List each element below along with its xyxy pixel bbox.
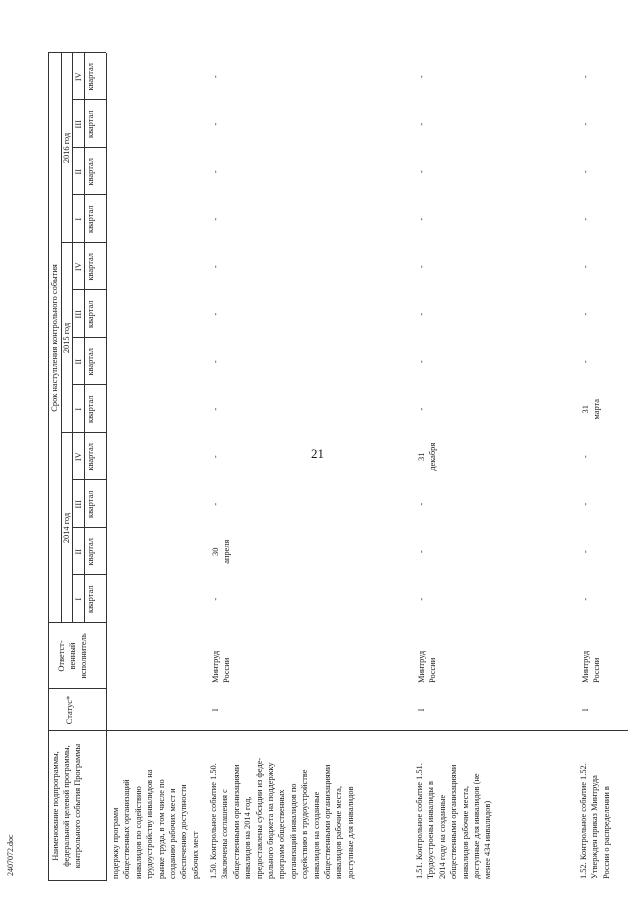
quarter-roman: II [74,358,83,365]
deadline-empty: - [211,265,220,269]
row-name-line: созданию рабочих мест и [168,788,177,879]
row-name-line: предоставлены субсидии из феде- [254,757,264,879]
year-header: 2015 год [62,322,71,354]
deadline-header: Срок наступления контрольного события [50,264,59,412]
name-left-rule [48,880,106,881]
deadline-empty: - [581,455,590,459]
year-header: 2014 год [62,512,71,544]
deadline-empty: - [417,265,426,269]
deadline-day: 30 [211,547,220,556]
deadline-empty: - [581,312,590,316]
row-name-line: менее 434 инвалидов) [483,800,493,879]
resp-header-line: исполнитель [79,633,88,679]
deadline-empty: - [417,170,426,174]
row-name-line: Заключены соглашения с [220,789,230,879]
row-status: I [211,708,220,712]
quarter-roman: III [74,120,83,129]
quarter-roman: II [74,168,83,175]
year-header: 2016 год [62,132,71,164]
deadline-empty: - [581,170,590,174]
quarter-roman: III [74,500,83,509]
quarter-roman: IV [74,262,83,272]
row-name-line: содействию в трудоустройстве [300,769,310,879]
row-responsible: России [428,657,437,683]
quarter-label: квартал [86,63,95,91]
deadline-empty: - [211,455,220,459]
deadline-day: 31 [417,452,426,461]
row-name-line: доступные для инвалидов (не [472,773,481,879]
deadline-empty: - [211,312,220,316]
row-name-line: Трудоустроены инвалиды в [426,781,436,879]
quarter-roman: IV [74,72,83,82]
row-name-line: инвалидов рабочие места, [334,786,344,879]
deadline-empty: - [417,217,426,221]
deadline-empty: - [581,122,590,126]
row-name-line: 1.50. Контрольное событие 1.50. [209,763,218,879]
row-status: I [417,708,426,712]
quarter-label: квартал [86,443,95,471]
deadline-empty: - [581,265,590,269]
row-name-line: 1.51. Контрольное событие 1.51. [415,763,424,879]
name-header-line: контрольного события Программы [73,743,82,869]
row-name-line: 2014 году на созданные [437,794,447,879]
row-name-line: общественными организациями [323,764,332,879]
name-header-line: Наименование подпрограммы, [51,751,60,861]
deadline-empty: - [211,75,220,79]
deadline-empty: - [417,407,426,411]
quarter-label: квартал [86,395,95,423]
row-name-line: инвалидов рабочие места, [460,786,470,879]
row-responsible: России [222,657,231,683]
deadline-empty: - [581,217,590,221]
row-name-line: России о распределении в [601,786,611,879]
row-responsible: Минтруд [417,650,426,683]
row-name-line: рабочих мест [190,831,200,879]
quarter-roman: I [74,597,83,601]
row-name-line: инвалидов по содействию [133,786,143,879]
deadline-month: декабря [428,442,437,471]
row-responsible: России [592,657,601,683]
deadline-empty: - [211,217,220,221]
deadline-empty: - [211,502,220,506]
document-code: 2407072.doc [6,834,15,876]
row-responsible: Минтруд [581,650,590,683]
row-name-line: общественных организаций [122,779,132,879]
deadline-empty: - [581,502,590,506]
resp-header-line: венный [68,642,77,670]
page-number: 21 [311,446,324,461]
deadline-empty: - [417,75,426,79]
quarter-roman: IV [74,452,83,462]
row-name-line: рынке труда, в том числе по [156,779,166,879]
row-name-line: обеспечению доступности [179,784,189,879]
row-name-line: 1.52. Контрольное событие 1.52. [579,763,588,879]
deadline-empty: - [581,597,590,601]
status-header: Статус* [65,695,74,725]
quarter-label: квартал [86,300,95,328]
deadline-empty: - [417,550,426,554]
status-left-rule [48,730,628,731]
deadline-empty: - [211,122,220,126]
resp-header-line: Ответст- [57,640,66,672]
header-bottom-rule [106,53,107,881]
row-name-line: программ общественных [277,789,287,879]
deadline-month: марта [592,398,601,420]
deadline-empty: - [417,597,426,601]
quarter-roman: I [74,407,83,411]
quarter-roman: I [74,217,83,221]
row-name-line: доступные для инвалидов [345,786,355,879]
deadline-empty: - [211,597,220,601]
deadline-day: 31 [581,405,590,414]
schedule-table [48,16,628,881]
row-name-line: Утвержден приказ Минтруда [590,775,600,879]
row-name-line: рального бюджета на поддержку [266,762,275,879]
deadline-month: апреля [222,539,231,564]
row-responsible: Минтруд [211,650,220,683]
deadline-empty: - [417,502,426,506]
deadline-empty: - [581,75,590,79]
deadline-empty: - [417,360,426,364]
row-name-line: инвалидов на созданные [311,791,321,879]
name-header-line: федеральной целевой программы, [62,745,71,867]
deadline-empty: - [417,122,426,126]
quarter-label: квартал [86,585,95,613]
row-name-line: инвалидов на 2014 год, [243,796,253,879]
row-status: I [581,708,590,712]
resp-left-rule [48,688,106,689]
deadline-empty: - [581,550,590,554]
quarter-label: квартал [86,348,95,376]
row-name-line: общественными организациями [231,764,241,879]
quarter-label: квартал [86,490,95,518]
deadline-empty: - [211,170,220,174]
row-name-line: подержку программ [111,807,120,879]
quarter-label: квартал [86,253,95,281]
deadline-empty: - [211,407,220,411]
deadline-empty: - [211,360,220,364]
quarter-roman: III [74,310,83,319]
row-name-line: организаций инвалидов по [288,783,298,879]
deadline-empty: - [417,312,426,316]
quarter-label: квартал [86,205,95,233]
row-name-line: общественными организациями [449,764,459,879]
quarter-label: квартал [86,110,95,138]
quarter-label: квартал [86,538,95,566]
row-name-line: трудоустройству инвалидов на [145,769,155,879]
deadline-empty: - [581,360,590,364]
quarter-roman: II [74,548,83,555]
quarter-label: квартал [86,158,95,186]
